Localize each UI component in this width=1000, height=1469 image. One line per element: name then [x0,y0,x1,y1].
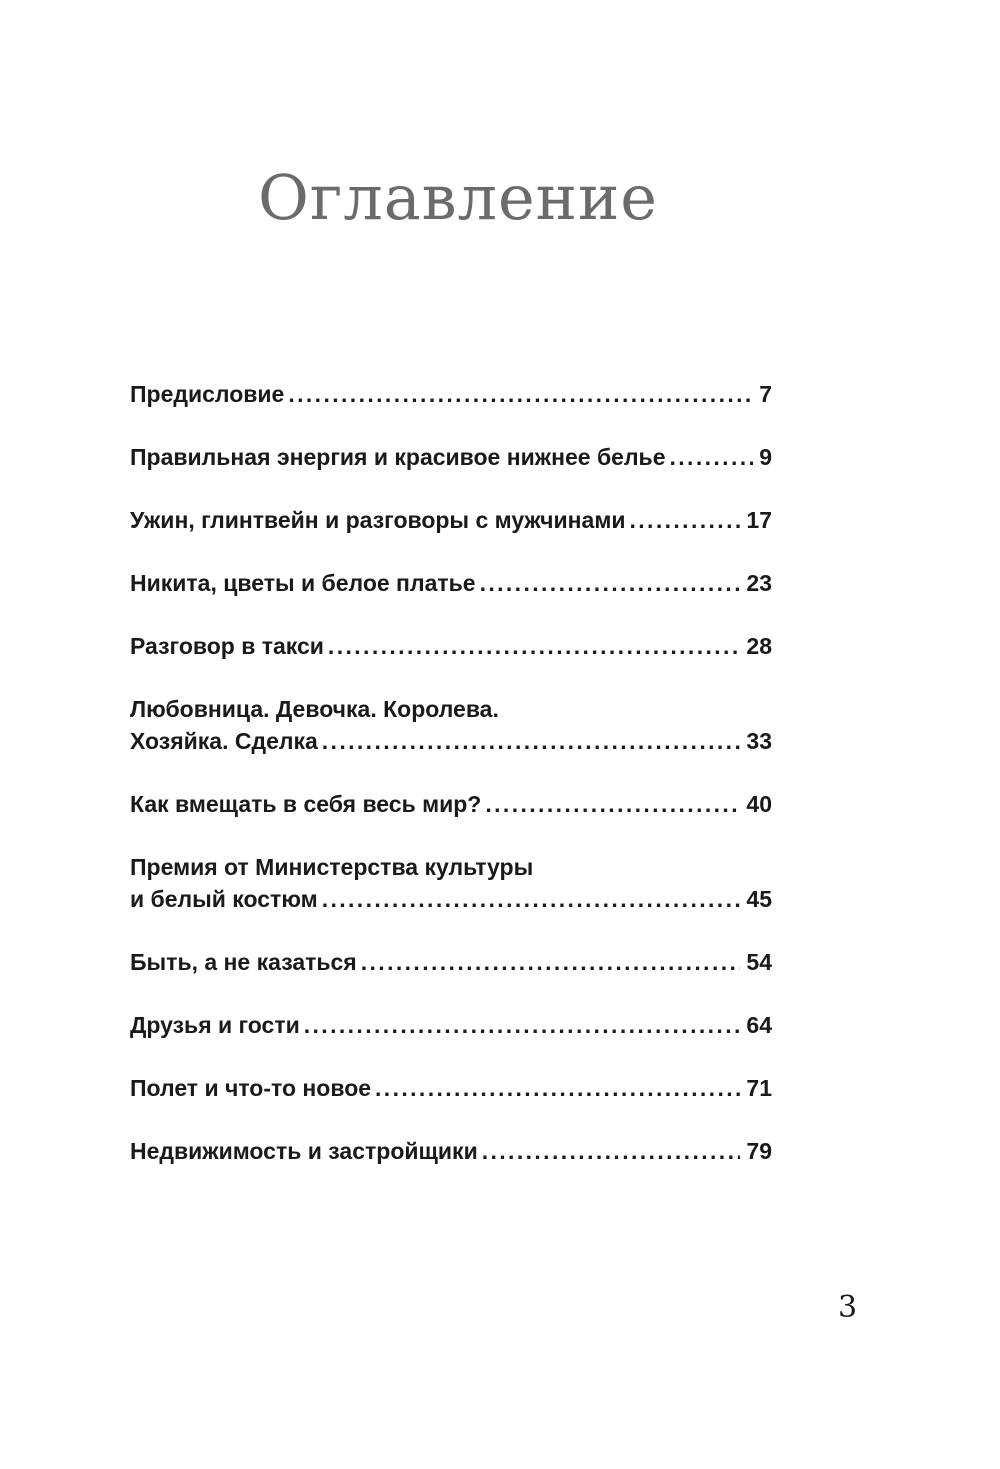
toc-entry [130,788,772,820]
page-title: Оглавление [258,161,658,234]
toc-page-number: 28 [746,633,772,659]
toc-entry [130,1072,772,1104]
toc-entry-title: Недвижимость и застройщики [130,1138,478,1164]
toc-entry-title: Любовница. Девочка. Королева. [130,696,499,722]
toc-entry-title: Друзья и гости [130,1012,300,1038]
toc-page-number: 7 [759,381,772,407]
dot-leader [485,788,740,820]
toc-entry [130,1135,772,1167]
dot-leader [375,1072,740,1104]
toc-entry-title: Полет и что-то новое [130,1075,372,1101]
dot-leader [482,1135,741,1167]
toc-entry-title: Разговор в такси [130,633,324,659]
toc-entry-title-continued: и белый костюм [130,886,318,912]
toc-page-number: 54 [746,949,772,975]
toc-page-number: 33 [746,728,772,754]
toc-page-number: 45 [746,886,772,912]
dot-leader [480,567,741,599]
toc-entry-title: Ужин, глинтвейн и разговоры с мужчинами [130,507,626,533]
toc-page-number: 64 [746,1012,772,1038]
dot-leader [669,441,753,473]
dot-leader [322,725,741,757]
dot-leader [288,378,753,410]
toc-entry [130,851,772,915]
toc-entry [130,441,772,473]
dot-leader [304,1009,741,1041]
toc-page-number: 40 [746,791,772,817]
toc-entry-title: Как вмещать в себя весь мир? [130,791,482,817]
toc-entry [130,378,772,410]
toc-page-number: 17 [746,507,772,533]
toc-entry [130,630,772,662]
toc-entry-title: Правильная энергия и красивое нижнее белье [130,444,666,470]
toc-page-number: 71 [746,1075,772,1101]
toc-entry [130,504,772,536]
toc-entry-title: Премия от Министерства культуры [130,854,534,880]
dot-leader [328,630,740,662]
dot-leader [322,883,741,915]
toc-entry [130,946,772,978]
page-number-footer: 3 [838,1290,858,1325]
dot-leader [630,504,741,536]
toc-page-number: 9 [759,444,772,470]
toc-entry-title: Никита, цветы и белое платье [130,570,476,596]
toc-entry [130,693,772,757]
toc-entry-title: Предисловие [130,381,285,407]
toc-page-number: 79 [746,1138,772,1164]
toc-entry [130,1009,772,1041]
toc-page-number: 23 [746,570,772,596]
dot-leader [361,946,741,978]
toc-entry [130,567,772,599]
toc-entry-title-continued: Хозяйка. Сделка [130,728,318,754]
toc-entry-title: Быть, а не казаться [130,949,357,975]
